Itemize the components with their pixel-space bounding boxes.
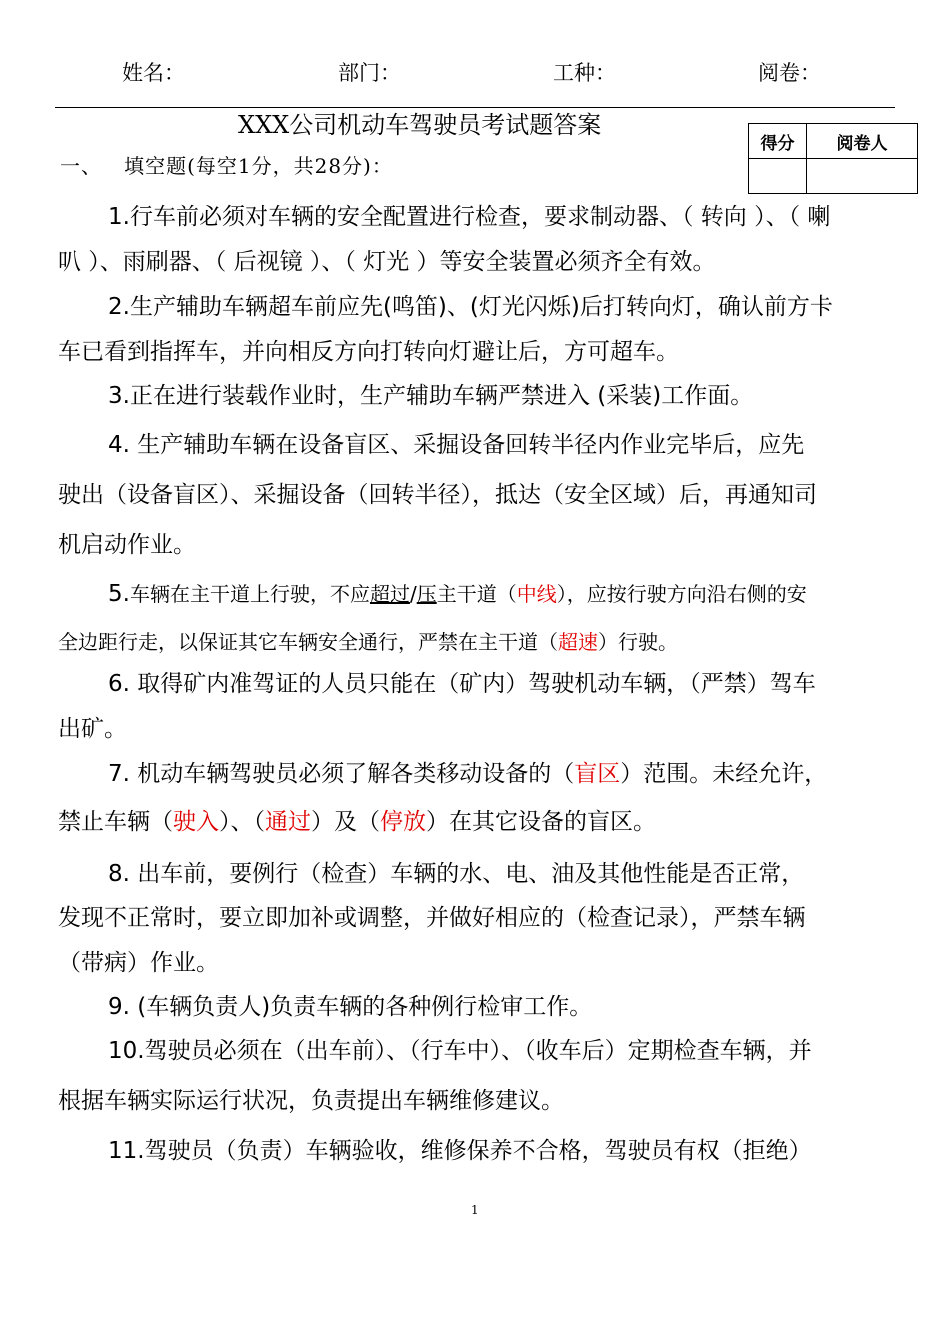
question-2-line-1: 2.生产辅助车辆超车前应先(鸣笛)、(灯光闪烁)后打转向灯，确认前方卡 (108, 294, 833, 320)
q5-text: 全边距行走，以保证其它车辆安全通行，严禁在主干道（ (58, 630, 558, 654)
question-9-line-1: 9. (车辆负责人)负责车辆的各种例行检审工作。 (108, 994, 593, 1020)
q1-answer-steering: 转向 (700, 204, 747, 230)
name-label: 姓名： (122, 61, 185, 85)
q7-answer-enter: 驶入 (173, 809, 219, 835)
q5-underlined-press: 压 (416, 582, 437, 606)
q5-answer-speeding: 超速 (558, 630, 598, 654)
reviewer-label: 阅卷： (758, 61, 821, 85)
question-5-line-2 (58, 626, 678, 655)
q5-underlined-exceed: 超过 (369, 582, 410, 606)
question-3-line-1: 3.正在进行装载作业时，生产辅助车辆严禁进入 (采装)工作面。 (108, 383, 754, 409)
question-8-line-2: 发现不正常时，要立即加补或调整，并做好相应的（检查记录），严禁车辆 (58, 905, 806, 931)
q1-text: 1.行车前必须对车辆的安全配置进行检查，要求制动器、（ (108, 204, 701, 230)
q1-answer-mirror: 后视镜 (233, 249, 303, 275)
question-1-line-1 (108, 198, 830, 231)
question-10-line-1: 10.驾驶员必须在（出车前）、（行车中）、（收车后）定期检查车辆，并 (108, 1038, 812, 1064)
question-1-line-2 (58, 243, 716, 276)
page-number: 1 (471, 1203, 479, 1217)
question-7-line-2 (58, 803, 656, 836)
q7-text: 禁止车辆（ (58, 809, 173, 835)
q1-text: ）、（ (302, 249, 364, 275)
page-title: XXX公司机动车驾驶员考试题答案 (238, 111, 602, 139)
q1-answer-lights: 灯光 (363, 249, 410, 275)
q5-text: / (409, 582, 417, 606)
section-number: 一、 (60, 154, 102, 178)
reviewer-header: 阅卷人 (807, 124, 918, 159)
question-11-line-1: 11.驾驶员（负责）车辆验收，维修保养不合格，驾驶员有权（拒绝） (108, 1138, 812, 1164)
q7-text: ）范围。未经允许， (620, 761, 828, 787)
question-2-line-2: 车已看到指挥车，并向相反方向打转向灯避让后，方可超车。 (58, 339, 679, 365)
q5-text: 车辆在主干道上行驶，不应 (129, 582, 370, 606)
question-7-line-1 (108, 755, 827, 788)
q1-text: ）等安全装置必须齐全有效。 (409, 249, 716, 275)
q7-answer-park: 停放 (380, 809, 426, 835)
question-8-line-3: （带病）作业。 (58, 950, 219, 976)
question-4-line-3: 机启动作业。 (58, 532, 196, 558)
q5-number: 5. (108, 581, 130, 607)
q7-answer-blind-zone: 盲区 (574, 761, 621, 787)
reviewer-cell[interactable] (807, 159, 918, 194)
q1-text: ）、（ 喇 (746, 204, 831, 230)
score-cell[interactable] (749, 159, 807, 194)
section-heading (60, 150, 393, 179)
q7-text: ）、（ (219, 809, 265, 835)
q5-answer-centerline: 中线 (516, 582, 557, 606)
question-10-line-2: 根据车辆实际运行状况，负责提出车辆维修建议。 (58, 1088, 564, 1114)
q7-text: ）在其它设备的盲区。 (426, 809, 656, 835)
trade-label: 工种： (553, 61, 616, 85)
score-table (748, 123, 918, 194)
section-title: 填空题(每空1分，共28分)： (124, 154, 393, 178)
q5-text: ），应按行驶方向沿右侧的安 (556, 582, 807, 606)
question-4-line-2: 驶出（设备盲区）、采掘设备（回转半径），抵达（安全区域）后，再通知司 (58, 482, 817, 508)
q7-text: ）及（ (311, 809, 380, 835)
q7-answer-pass: 通过 (265, 809, 311, 835)
q5-text: ）行驶。 (598, 630, 678, 654)
q1-text: 叭 ）、雨刷器、（ (58, 249, 234, 275)
question-6-line-1: 6. 取得矿内准驾证的人员只能在（矿内）驾驶机动车辆，（严禁）驾车 (108, 671, 816, 697)
q7-text: 7. 机动车辆驾驶员必须了解各类移动设备的（ (108, 761, 575, 787)
score-header: 得分 (749, 124, 807, 159)
q5-text: 主干道（ (436, 582, 517, 606)
department-label: 部门： (338, 61, 401, 85)
question-4-line-1: 4. 生产辅助车辆在设备盲区、采掘设备回转半径内作业完毕后，应先 (108, 432, 805, 458)
question-5-line-1 (108, 578, 807, 607)
question-6-line-2: 出矿。 (58, 716, 127, 742)
question-8-line-1: 8. 出车前，要例行（检查）车辆的水、电、油及其他性能是否正常， (108, 861, 805, 887)
